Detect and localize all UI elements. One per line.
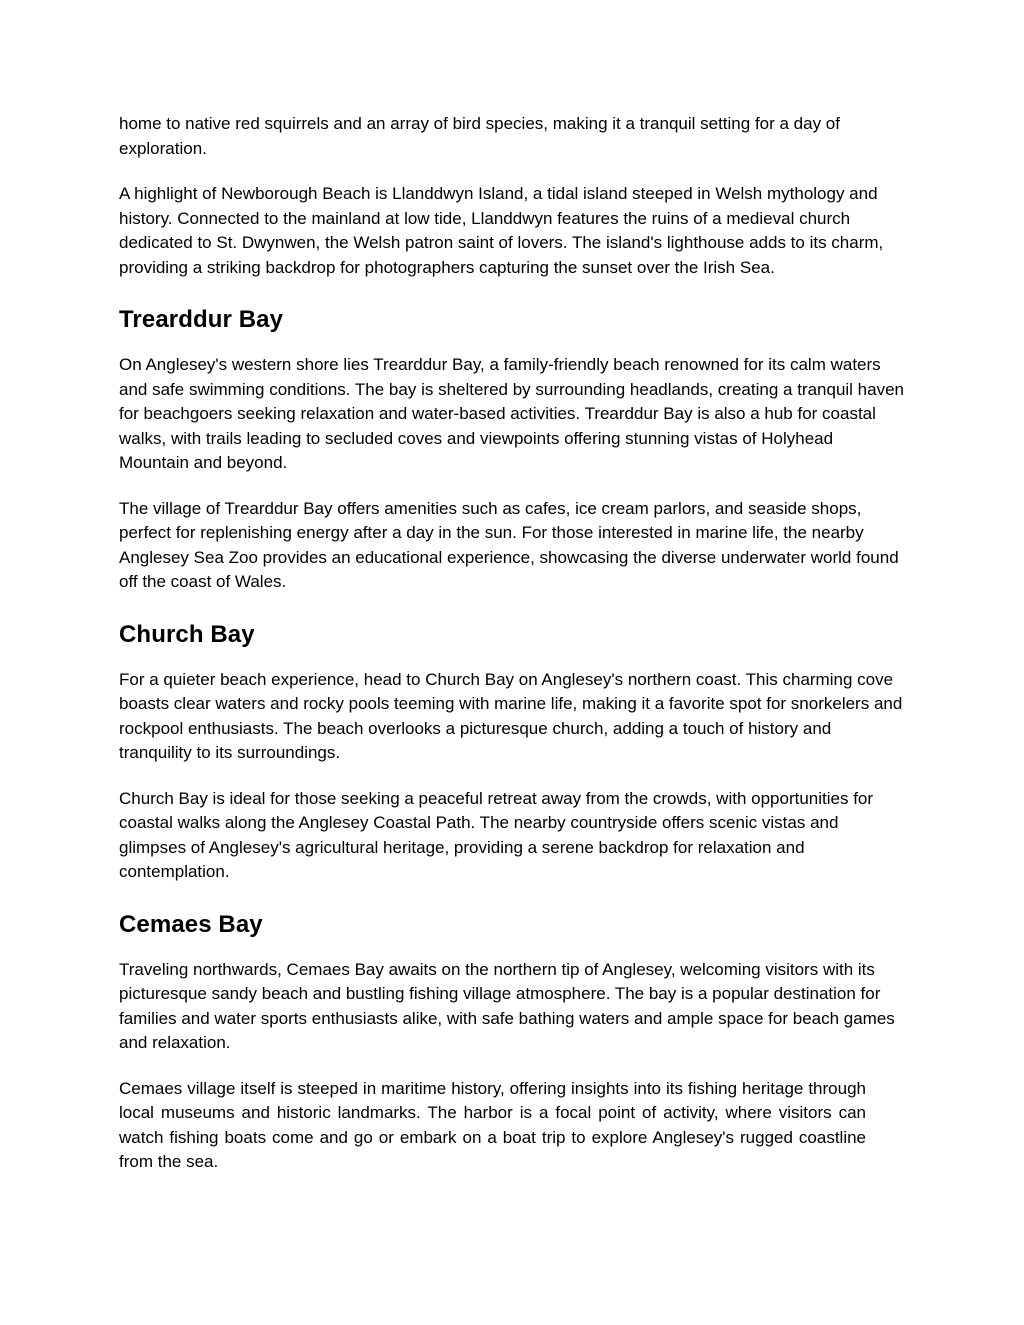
paragraph-church-bay-overview: For a quieter beach experience, head to Church Bay on Anglesey's northern coast. This charming cove boasts clear waters and rocky pools teeming with marine life, making it a favorite spot for snorkelers and rockpool enthusiasts. The beach overlooks a picturesque church, adding a touch of history and tranquility to its surroundings. <box>119 669 903 762</box>
paragraph-newborough-continuation: home to native red squirrels and an array of bird species, making it a tranquil setting for a day of exploration. <box>119 114 840 158</box>
paragraph-cemaes-village: Cemaes village itself is steeped in maritime history, offering insights into its fishing heritage through local museums and historic landmarks. The harbor is a focal point of activity, where visitors can watch fishing boats come and go or embark on a boat trip to explore Anglesey's rugged coastline from the sea. <box>119 1078 866 1171</box>
section-heading-cemaes-bay: Cemaes Bay <box>119 910 263 938</box>
paragraph-cemaes-overview: Traveling northwards, Cemaes Bay awaits on the northern tip of Anglesey, welcoming visitors with its picturesque sandy beach and bustling fishing village atmosphere. The bay is a popular destination for families and water sports enthusiasts alike, with safe bathing waters and ample space for beach games and relaxation. <box>119 959 895 1052</box>
section-heading-trearddur-bay: Trearddur Bay <box>119 306 284 333</box>
section-heading-church-bay: Church Bay <box>119 620 255 648</box>
paragraph-trearddur-village: The village of Trearddur Bay offers amenities such as cafes, ice cream parlors, and seaside shops, perfect for replenishing energy after a day in the sun. For those interested in marine life, the nearby Anglesey Sea Zoo provides an educational experience, showcasing the diverse underwater world found off the coast of Wales. <box>119 498 899 591</box>
paragraph-trearddur-overview: On Anglesey's western shore lies Trearddur Bay, a family-friendly beach renowned for its calm waters and safe swimming conditions. The bay is sheltered by surrounding headlands, creating a tranquil haven for beachgoers seeking relaxation and water-based activities. Trearddur Bay is also a hub for coastal walks, with trails leading to secluded coves and viewpoints offering stunning vistas of Holyhead Mountain and beyond. <box>119 355 904 472</box>
paragraph-church-bay-retreat: Church Bay is ideal for those seeking a peaceful retreat away from the crowds, with opportunities for coastal walks along the Anglesey Coastal Path. The nearby countryside offers scenic vistas and glimpses of Anglesey's agricultural heritage, providing a serene backdrop for relaxation and contemplation. <box>119 788 874 881</box>
paragraph-llanddwyn-island: A highlight of Newborough Beach is Llanddwyn Island, a tidal island steeped in Welsh mythology and history. Connected to the mainland at low tide, Llanddwyn features the ruins of a medieval church dedicated to St. Dwynwen, the Welsh patron saint of lovers. The island's lighthouse adds to its charm, providing a striking backdrop for photographers capturing the sunset over the Irish Sea. <box>119 184 884 277</box>
